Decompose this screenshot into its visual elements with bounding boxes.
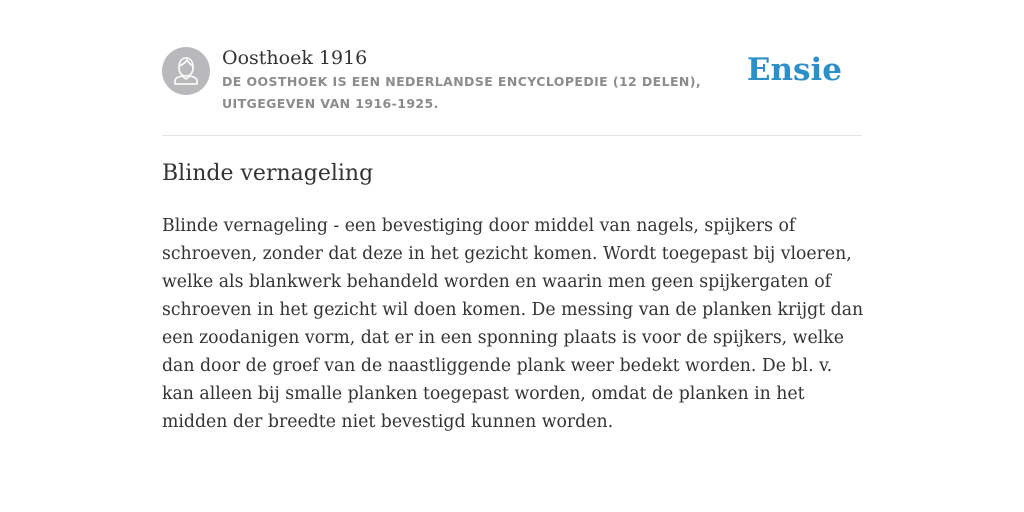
source-avatar: [162, 47, 210, 95]
page: [162, 0, 862, 512]
ensie-logo-link[interactable]: Ensie: [746, 52, 842, 88]
entry-body: Blinde vernageling - een bevestiging door middel van nagels, spijkers of schroeven, zonder dat deze in het gezicht komen. Wordt toegepast bij vloeren, welke als blankwerk behandeld worden en waarin men geen spijkergaten of schroeven in het gezicht wil doen komen. De messing van de planken krijgt dan een zoodanigen vorm, dat er in een sponning plaats is voor de spijkers, welke dan door de groef van de naastliggende plank weer bedekt worden. De bl. v. kan alleen bij smalle planken toegepast worden, omdat de planken in het midden der breedte niet bevestigd kunnen worden.: [162, 216, 864, 432]
user-icon: [162, 47, 210, 95]
source-title[interactable]: Oosthoek 1916: [222, 47, 368, 69]
source-header: [162, 45, 862, 135]
source-description: DE OOSTHOEK IS EEN NEDERLANDSE ENCYCLOPEDIE (12 DELEN), UITGEGEVEN VAN 1916-1925.: [222, 74, 702, 111]
entry-title: Blinde vernageling: [162, 161, 374, 186]
header-divider: [162, 135, 862, 136]
